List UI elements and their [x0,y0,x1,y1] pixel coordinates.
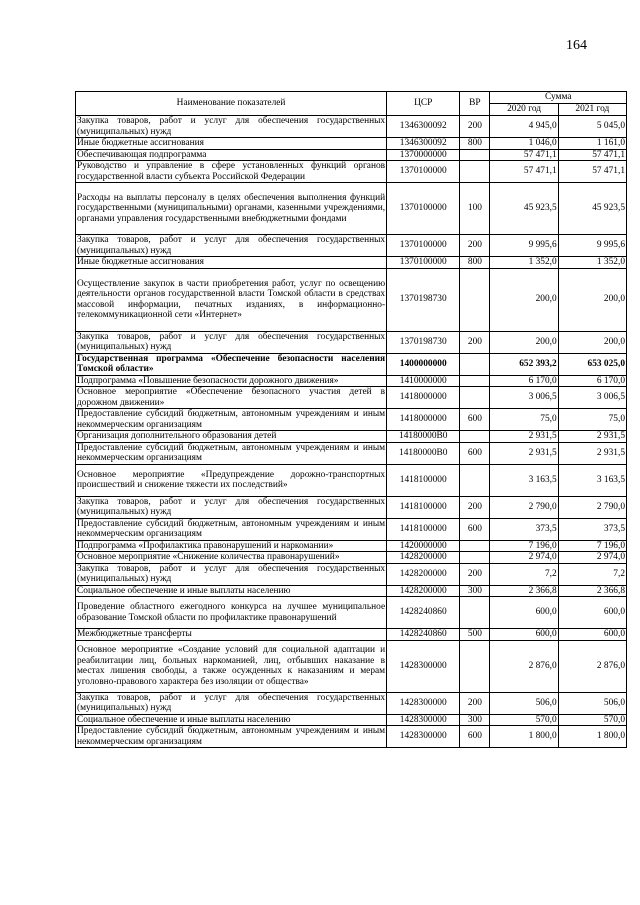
cell-sum-2021: 200,0 [558,331,626,353]
cell-sum-2021: 3 163,5 [558,464,626,496]
cell-vr: 600 [460,409,490,431]
cell-sum-2021: 9 995,6 [558,235,626,257]
cell-csr: 1418100000 [387,464,460,496]
cell-vr: 200 [460,496,490,518]
cell-csr: 1420000000 [387,540,460,552]
table-row [76,375,627,387]
cell-csr: 1428200000 [387,563,460,585]
cell-vr: 200 [460,235,490,257]
table-row [76,585,627,597]
table-row [76,464,627,496]
cell-name: Расходы на выплаты персоналу в целях обеспечения выполнения функций государственными (муниципальными) органами, казенными учреждениями, органами управления государственными внебюджетными фондами [76,183,387,235]
table-row [76,563,627,585]
header-csr: ЦСР [387,92,460,116]
table-row [76,597,627,629]
table-row [76,629,627,641]
table-header [76,92,627,116]
table-row [76,161,627,183]
cell-sum-2021: 1 800,0 [558,726,626,748]
cell-name: Иные бюджетные ассигнования [76,257,387,269]
cell-sum-2020: 1 046,0 [490,138,558,150]
cell-vr: 600 [460,518,490,540]
cell-csr: 14180000В0 [387,431,460,443]
cell-sum-2020: 570,0 [490,714,558,726]
cell-vr: 600 [460,726,490,748]
cell-csr: 1400000000 [387,353,460,375]
cell-name: Закупка товаров, работ и услуг для обеспечения государственных (муниципальных) нужд [77,563,386,584]
cell-csr: 1418100000 [387,496,460,518]
table-row [76,149,627,161]
cell-csr: 1428300000 [387,726,460,748]
cell-csr: 1370100000 [387,257,460,269]
cell-vr: 200 [460,563,490,585]
cell-csr: 1428200000 [387,552,460,564]
cell-sum-2020: 2 876,0 [490,640,558,692]
table-row [76,257,627,269]
cell-vr: 200 [460,116,490,138]
cell-sum-2020: 2 790,0 [490,496,558,518]
cell-csr: 1370100000 [387,183,460,235]
cell-csr: 1370000000 [387,149,460,161]
cell-sum-2021: 2 931,5 [558,442,626,464]
cell-name: Социальное обеспечение и иные выплаты населению [76,585,387,597]
cell-name: Основное мероприятие «Снижение количества правонарушений» [76,552,387,564]
table-body [76,116,627,748]
cell-name: Социальное обеспечение и иные выплаты населению [76,714,387,726]
cell-csr: 1370100000 [387,235,460,257]
cell-sum-2021: 570,0 [558,714,626,726]
cell-csr: 1428240860 [387,629,460,641]
cell-vr: 800 [460,257,490,269]
cell-sum-2020: 9 995,6 [490,235,558,257]
cell-name: Руководство и управление в сфере установленных функций органов государственной власти субъекта Российской Федерации [77,161,386,182]
cell-sum-2021: 7,2 [558,563,626,585]
cell-vr: 300 [460,714,490,726]
cell-vr [460,540,490,552]
header-vr: ВР [460,92,490,116]
cell-vr [460,464,490,496]
cell-sum-2020: 652 393,2 [490,353,558,375]
header-name: Наименование показателей [76,92,387,116]
cell-sum-2020: 1 800,0 [490,726,558,748]
cell-csr: 1370100000 [387,161,460,183]
cell-sum-2021: 2 974,0 [558,552,626,564]
cell-sum-2020: 373,5 [490,518,558,540]
table-row [76,714,627,726]
cell-sum-2021: 600,0 [558,629,626,641]
budget-table [75,91,627,748]
table-row [76,116,627,138]
cell-sum-2021: 75,0 [558,409,626,431]
cell-name: Закупка товаров, работ и услуг для обеспечения государственных (муниципальных) нужд [77,496,386,517]
cell-name: Закупка товаров, работ и услуг для обеспечения государственных (муниципальных) нужд [77,331,386,352]
cell-sum-2020: 2 974,0 [490,552,558,564]
cell-vr: 200 [460,692,490,714]
cell-sum-2020: 7,2 [490,563,558,585]
cell-name: Организация дополнительного образования детей [76,431,387,443]
cell-name: Осуществление закупок в части приобретения работ, услуг по освещению деятельности органов государственной власти Томской области в средствах массовой информации, печатных изданиях, в информационно-телекоммуникационной сети «Интернет» [76,268,387,331]
cell-name: Закупка товаров, работ и услуг для обеспечения государственных (муниципальных) нужд [77,692,386,713]
cell-sum-2020: 3 006,5 [490,387,558,409]
cell-sum-2021: 2 366,8 [558,585,626,597]
table-row [76,442,627,464]
cell-sum-2020: 200,0 [490,331,558,353]
cell-csr: 1370198730 [387,268,460,331]
cell-csr: 1346300092 [387,116,460,138]
cell-vr: 800 [460,138,490,150]
cell-sum-2021: 373,5 [558,518,626,540]
cell-sum-2020: 600,0 [490,597,558,629]
cell-sum-2020: 7 196,0 [490,540,558,552]
cell-sum-2020: 2 931,5 [490,442,558,464]
cell-name: Проведение областного ежегодного конкурса на лучшее муниципальное образование Томской области по профилактике правонарушений [76,597,387,629]
cell-csr: 1428300000 [387,640,460,692]
cell-sum-2021: 2 876,0 [558,640,626,692]
table-row [76,235,627,257]
cell-vr: 100 [460,183,490,235]
cell-name: Закупка товаров, работ и услуг для обеспечения государственных (муниципальных) нужд [77,235,386,256]
cell-sum-2021: 600,0 [558,597,626,629]
table-row [76,138,627,150]
cell-sum-2021: 1 161,0 [558,138,626,150]
cell-csr: 1428200000 [387,585,460,597]
cell-vr [460,552,490,564]
table-row [76,540,627,552]
cell-csr: 1418000000 [387,409,460,431]
cell-vr: 600 [460,442,490,464]
cell-vr [460,268,490,331]
cell-name: Предоставление субсидий бюджетным, автономным учреждениям и иным некоммерческим организациям [77,518,386,539]
table-row [76,268,627,331]
cell-vr: 500 [460,629,490,641]
table-row [76,353,627,375]
table-row [76,431,627,443]
table-row [76,387,627,409]
cell-sum-2021: 1 352,0 [558,257,626,269]
cell-csr: 1428240860 [387,597,460,629]
header-sum: Сумма [490,92,627,104]
cell-name: Основное мероприятие «Обеспечение безопасного участия детей в дорожном движении» [77,387,386,408]
cell-vr [460,431,490,443]
cell-name: Предоставление субсидий бюджетным, автономным учреждениям и иным некоммерческим организациям [77,409,386,430]
cell-vr [460,387,490,409]
table-row [76,640,627,692]
cell-sum-2021: 45 923,5 [558,183,626,235]
cell-sum-2021: 57 471,1 [558,161,626,183]
cell-name: Межбюджетные трансферты [76,629,387,641]
cell-csr: 1428300000 [387,714,460,726]
cell-vr: 200 [460,331,490,353]
cell-name: Обеспечивающая подпрограмма [76,149,387,161]
cell-csr: 14180000В0 [387,442,460,464]
cell-sum-2020: 600,0 [490,629,558,641]
cell-sum-2021: 200,0 [558,268,626,331]
cell-vr [460,375,490,387]
cell-name: Предоставление субсидий бюджетным, автономным учреждениям и иным некоммерческим организациям [77,726,386,747]
cell-sum-2020: 3 163,5 [490,464,558,496]
table-row [76,518,627,540]
cell-sum-2020: 45 923,5 [490,183,558,235]
table-row [76,183,627,235]
table-row [76,331,627,353]
cell-sum-2020: 2 931,5 [490,431,558,443]
cell-sum-2020: 2 366,8 [490,585,558,597]
cell-csr: 1418000000 [387,387,460,409]
cell-csr: 1346300092 [387,138,460,150]
cell-sum-2020: 200,0 [490,268,558,331]
cell-sum-2020: 57 471,1 [490,149,558,161]
table-row [76,552,627,564]
cell-name: Основное мероприятие «Создание условий для социальной адаптации и реабилитации лиц, больных наркоманией, лиц, отбывших наказание в местах лишения свободы, а также осужденных к наказаниям и мерам уголовно-правового характера без изоляции от общества» [76,640,387,692]
cell-sum-2020: 6 170,0 [490,375,558,387]
cell-sum-2021: 653 025,0 [558,353,626,375]
cell-sum-2021: 3 006,5 [558,387,626,409]
cell-name: Предоставление субсидий бюджетным, автономным учреждениям и иным некоммерческим организациям [77,442,386,463]
header-year-2020: 2020 год [490,104,558,116]
cell-sum-2021: 6 170,0 [558,375,626,387]
cell-sum-2020: 4 945,0 [490,116,558,138]
cell-name: Подпрограмма «Повышение безопасности дорожного движения» [76,375,387,387]
cell-sum-2021: 506,0 [558,692,626,714]
cell-sum-2021: 5 045,0 [558,116,626,138]
cell-name: Закупка товаров, работ и услуг для обеспечения государственных (муниципальных) нужд [77,116,386,137]
cell-vr [460,161,490,183]
table-row [76,496,627,518]
cell-name: Государственная программа «Обеспечение безопасности населения Томской области» [77,353,386,374]
table-row [76,409,627,431]
cell-sum-2020: 1 352,0 [490,257,558,269]
cell-sum-2021: 2 790,0 [558,496,626,518]
cell-sum-2021: 57 471,1 [558,149,626,161]
cell-sum-2020: 57 471,1 [490,161,558,183]
cell-vr [460,149,490,161]
cell-sum-2021: 7 196,0 [558,540,626,552]
cell-sum-2020: 506,0 [490,692,558,714]
cell-csr: 1370198730 [387,331,460,353]
cell-csr: 1418100000 [387,518,460,540]
cell-vr [460,353,490,375]
cell-name: Подпрограмма «Профилактика правонарушений и наркомании» [76,540,387,552]
cell-vr: 300 [460,585,490,597]
cell-vr [460,640,490,692]
cell-sum-2021: 2 931,5 [558,431,626,443]
table-row [76,692,627,714]
table-row [76,726,627,748]
cell-sum-2020: 75,0 [490,409,558,431]
cell-csr: 1410000000 [387,375,460,387]
cell-vr [460,597,490,629]
cell-csr: 1428300000 [387,692,460,714]
page-number: 164 [566,38,587,53]
cell-name: Иные бюджетные ассигнования [76,138,387,150]
cell-name: Основное мероприятие «Предупреждение дорожно-транспортных происшествий и снижение тяжести их последствий» [76,464,387,496]
header-year-2021: 2021 год [558,104,626,116]
